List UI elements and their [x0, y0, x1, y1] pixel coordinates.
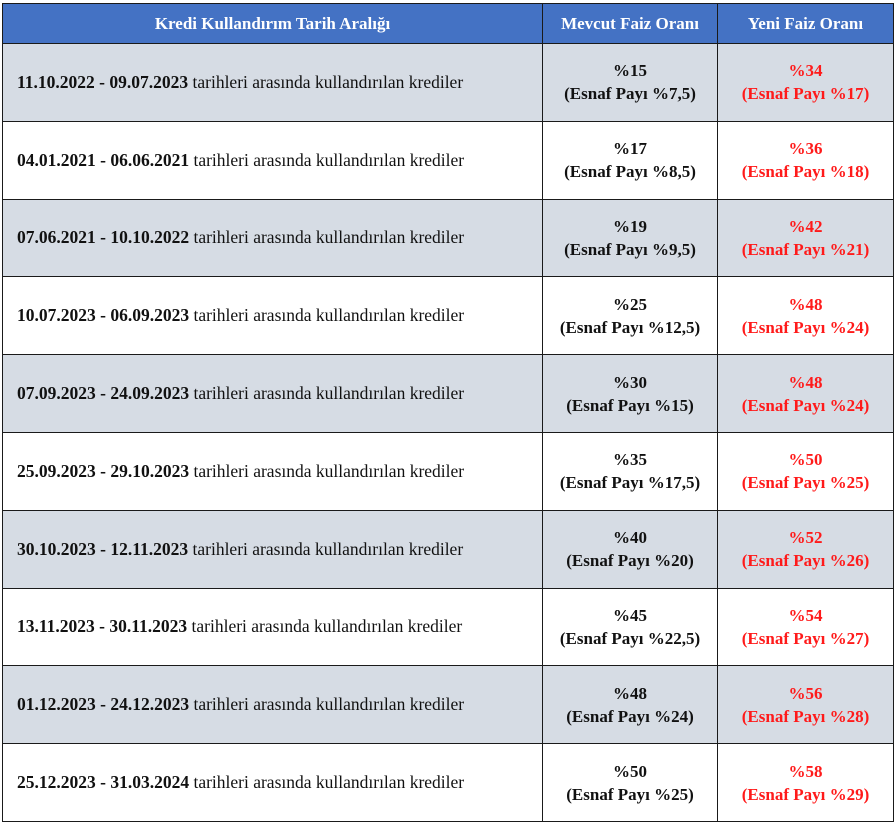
current-rate: %17 [613, 139, 647, 159]
new-rate-cell [718, 666, 894, 744]
new-rate: %50 [788, 450, 823, 470]
new-esnaf-share: (Esnaf Payı %29) [741, 784, 870, 804]
current-esnaf-share: (Esnaf Payı %9,5) [564, 239, 696, 259]
new-esnaf-share: (Esnaf Payı %24) [741, 395, 870, 415]
current-rate-cell [543, 199, 718, 277]
new-rate: %58 [788, 761, 823, 781]
date-range-cell [3, 199, 543, 277]
current-rate-cell [543, 666, 718, 744]
date-range: 04.01.2021 - 06.06.2021 [17, 149, 190, 170]
date-range: 25.12.2023 - 31.03.2024 [17, 772, 190, 793]
date-range-suffix: tarihleri arasında kullandırılan krediler [193, 227, 465, 248]
table-row [3, 355, 894, 433]
date-range-cell [3, 277, 543, 355]
current-rate-cell [543, 510, 718, 588]
current-esnaf-share: (Esnaf Payı %24) [566, 706, 694, 726]
date-range: 25.09.2023 - 29.10.2023 [17, 460, 190, 481]
new-esnaf-share: (Esnaf Payı %25) [741, 473, 870, 493]
date-range-suffix: tarihleri arasında kullandırılan krediler [193, 149, 465, 170]
header-date-range: Kredi Kullandırım Tarih Aralığı [3, 4, 543, 44]
header-row [3, 4, 894, 44]
new-esnaf-share: (Esnaf Payı %28) [741, 706, 870, 726]
new-rate: %34 [788, 61, 823, 81]
date-range: 11.10.2022 - 09.07.2023 [17, 71, 189, 92]
new-rate: %52 [788, 528, 823, 548]
date-range-suffix: tarihleri arasında kullandırılan krediler [193, 305, 465, 326]
date-range-suffix: tarihleri arasında kullandırılan krediler [193, 460, 465, 481]
current-rate: %50 [613, 761, 647, 781]
current-esnaf-share: (Esnaf Payı %15) [566, 395, 694, 415]
current-rate: %48 [613, 683, 647, 703]
date-range-cell [3, 510, 543, 588]
current-rate: %30 [613, 372, 647, 392]
current-esnaf-share: (Esnaf Payı %20) [566, 551, 694, 571]
date-range-suffix: tarihleri arasında kullandırılan krediler [193, 694, 465, 715]
date-range: 07.06.2021 - 10.10.2022 [17, 227, 190, 248]
new-rate-cell [718, 199, 894, 277]
date-range-cell [3, 355, 543, 433]
date-range: 10.07.2023 - 06.09.2023 [17, 305, 190, 326]
table-row [3, 121, 894, 199]
table-row [3, 432, 894, 510]
interest-rate-table [2, 3, 894, 822]
date-range-suffix: tarihleri arasında kullandırılan krediler [192, 71, 464, 92]
current-rate: %25 [613, 294, 647, 314]
current-rate-cell [543, 744, 718, 822]
date-range-cell [3, 121, 543, 199]
current-rate: %40 [613, 528, 647, 548]
new-rate-cell [718, 44, 894, 122]
current-rate-cell [543, 277, 718, 355]
new-rate: %48 [788, 372, 823, 392]
table-row [3, 588, 894, 666]
new-rate-cell [718, 510, 894, 588]
current-rate-cell [543, 588, 718, 666]
current-esnaf-share: (Esnaf Payı %7,5) [564, 84, 696, 104]
table-body [3, 44, 894, 822]
new-rate: %36 [788, 139, 823, 159]
table-row [3, 44, 894, 122]
new-rate-cell [718, 277, 894, 355]
date-range-cell [3, 744, 543, 822]
new-rate: %54 [788, 605, 823, 625]
date-range: 13.11.2023 - 30.11.2023 [17, 616, 188, 637]
new-rate: %48 [788, 294, 823, 314]
new-rate: %42 [788, 216, 823, 236]
new-rate-cell [718, 588, 894, 666]
new-rate-cell [718, 744, 894, 822]
table-row [3, 277, 894, 355]
header-current-rate: Mevcut Faiz Oranı [543, 4, 718, 44]
date-range: 07.09.2023 - 24.09.2023 [17, 383, 190, 404]
current-rate-cell [543, 432, 718, 510]
current-rate: %35 [613, 450, 647, 470]
date-range-cell [3, 44, 543, 122]
new-esnaf-share: (Esnaf Payı %27) [741, 628, 870, 648]
date-range-suffix: tarihleri arasında kullandırılan krediler [192, 538, 464, 559]
current-rate: %19 [613, 216, 647, 236]
new-esnaf-share: (Esnaf Payı %26) [741, 551, 870, 571]
new-esnaf-share: (Esnaf Payı %21) [741, 239, 870, 259]
new-esnaf-share: (Esnaf Payı %17) [741, 84, 870, 104]
new-rate: %56 [788, 683, 823, 703]
current-rate-cell [543, 44, 718, 122]
date-range-suffix: tarihleri arasında kullandırılan krediler [193, 383, 465, 404]
current-rate-cell [543, 355, 718, 433]
date-range-cell [3, 588, 543, 666]
new-esnaf-share: (Esnaf Payı %24) [741, 317, 870, 337]
date-range: 01.12.2023 - 24.12.2023 [17, 694, 190, 715]
current-rate: %45 [613, 605, 647, 625]
current-rate: %15 [613, 61, 647, 81]
date-range-suffix: tarihleri arasında kullandırılan krediler [191, 616, 463, 637]
date-range-cell [3, 666, 543, 744]
current-esnaf-share: (Esnaf Payı %17,5) [559, 473, 701, 493]
date-range-cell [3, 432, 543, 510]
current-esnaf-share: (Esnaf Payı %8,5) [564, 162, 696, 182]
current-esnaf-share: (Esnaf Payı %25) [566, 784, 694, 804]
table-header [3, 4, 894, 44]
current-esnaf-share: (Esnaf Payı %12,5) [559, 317, 701, 337]
new-rate-cell [718, 432, 894, 510]
table-row [3, 666, 894, 744]
date-range: 30.10.2023 - 12.11.2023 [17, 538, 189, 559]
new-rate-cell [718, 355, 894, 433]
table-row [3, 199, 894, 277]
current-rate-cell [543, 121, 718, 199]
new-esnaf-share: (Esnaf Payı %18) [741, 162, 870, 182]
date-range-suffix: tarihleri arasında kullandırılan krediler [193, 772, 465, 793]
table-row [3, 510, 894, 588]
current-esnaf-share: (Esnaf Payı %22,5) [559, 628, 701, 648]
table-row [3, 744, 894, 822]
new-rate-cell [718, 121, 894, 199]
header-new-rate: Yeni Faiz Oranı [718, 4, 894, 44]
